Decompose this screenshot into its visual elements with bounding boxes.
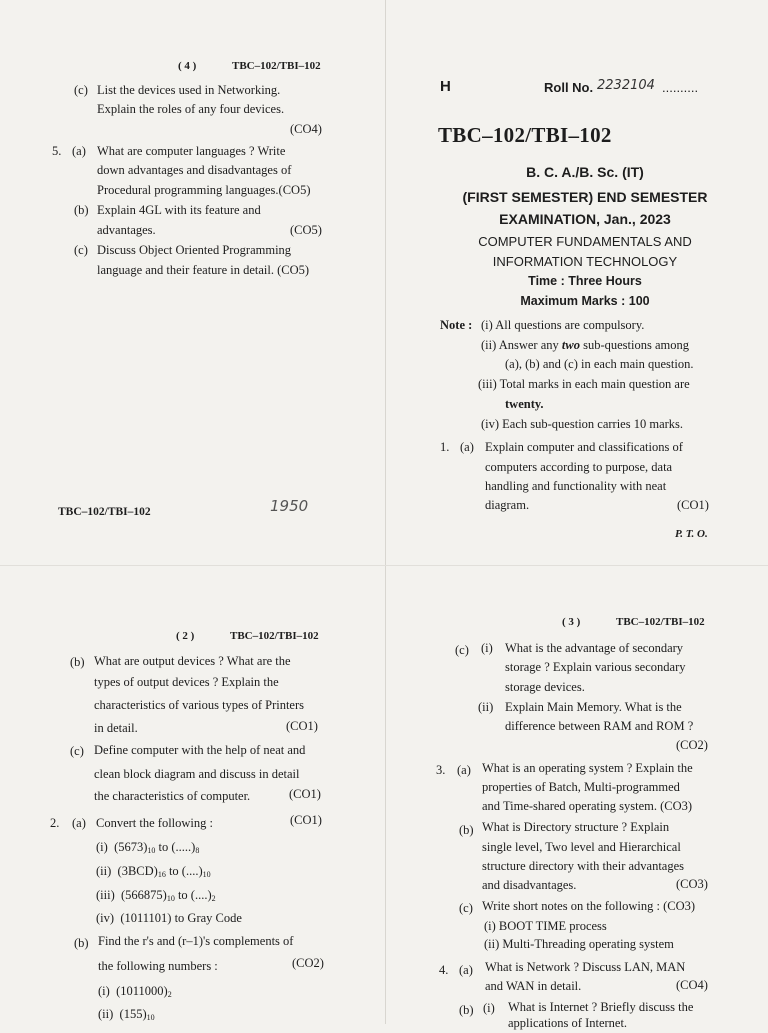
q3a-line1: What is an operating system ? Explain the: [482, 761, 693, 775]
q3c-label: (c): [459, 901, 473, 915]
handwritten-number: 1950: [270, 497, 309, 515]
subject-line1: COMPUTER FUNDAMENTALS AND: [478, 234, 692, 249]
note-3: (iii) Total marks in each main question are: [478, 377, 690, 391]
page-code: TBC–102/TBI–102: [232, 60, 321, 72]
q5c-line2: language and their feature in detail. (CO5): [97, 263, 310, 277]
roll-no-value: 2232104: [597, 78, 655, 93]
q4-number: 4.: [439, 963, 449, 977]
page-code: TBC–102/TBI–102: [616, 616, 705, 628]
roll-no-dots: ..........: [662, 80, 699, 95]
page-number: ( 3 ): [562, 616, 581, 628]
q3b-label: (b): [459, 823, 474, 837]
q4a-line1: What is Network ? Discuss LAN, MAN: [485, 960, 686, 974]
q1b-line1: What are output devices ? What are the: [94, 654, 291, 668]
q4b-i-label: (i): [483, 1001, 495, 1015]
q2b-co: (CO2): [292, 956, 324, 970]
q2c-co: (CO2): [676, 738, 708, 752]
q2c-i-line3: storage devices.: [505, 680, 585, 694]
paper-title: TBC–102/TBI–102: [438, 123, 612, 147]
q1b-line4: in detail.: [94, 721, 138, 735]
q1b-line3: characteristics of various types of Printers: [94, 698, 305, 712]
conversion-item: (iv) (1011101) to Gray Code: [96, 911, 242, 925]
q3b-co: (CO3): [676, 877, 708, 891]
q3b-line1: What is Directory structure ? Explain: [482, 820, 670, 834]
conversion-item: (i) $(5673)_{10}$ to $(.....)_8$: [96, 840, 200, 855]
q3a-label: (a): [457, 763, 471, 777]
number-item: (i) $(1011000)_2$: [98, 984, 172, 999]
q5c-label: (c): [74, 243, 88, 257]
q2a-co: (CO1): [290, 813, 322, 827]
pto-label: P. T. O.: [675, 528, 708, 540]
q2c-label: (c): [455, 643, 469, 657]
page-number: ( 2 ): [176, 630, 195, 642]
q5a-label: (a): [72, 144, 86, 158]
q3a-line2: properties of Batch, Multi-programmed: [482, 780, 680, 794]
q2c-ii-line1: Explain Main Memory. What is the: [505, 700, 682, 714]
q4c-label: (c): [74, 83, 88, 97]
q1c-co: (CO1): [289, 787, 321, 801]
page-code: TBC–102/TBI–102: [230, 630, 319, 642]
q2b-label: (b): [74, 936, 89, 950]
q5b-label: (b): [74, 203, 89, 217]
q4a-label: (a): [459, 963, 473, 977]
q1b-co: (CO1): [286, 719, 318, 733]
q1a-label: (a): [460, 440, 474, 454]
q5c-line1: Discuss Object Oriented Programming: [97, 243, 292, 257]
q2c-ii-line2: difference between RAM and ROM ?: [505, 719, 694, 733]
q1b-line2: types of output devices ? Explain the: [94, 675, 279, 689]
note-2: (ii) Answer any two sub-questions among: [481, 338, 689, 352]
q2a-text: Convert the following :: [96, 816, 213, 830]
q1-number: 1.: [440, 440, 450, 454]
q3b-line4: and disadvantages.: [482, 878, 577, 892]
q3c-line1: Write short notes on the following : (CO3): [482, 899, 696, 913]
conversion-item: (iii) $(566875)_{10}$ to $(....)_2$: [96, 888, 216, 903]
page-number: ( 4 ): [178, 60, 197, 72]
q2b-line1: Find the r's and (r–1)'s complements of: [98, 934, 294, 948]
q3b-line2: single level, Two level and Hierarchical: [482, 840, 681, 854]
q1a-line2: computers according to purpose, data: [485, 460, 673, 474]
paper-set: H: [440, 78, 451, 95]
q4c-co: (CO4): [290, 122, 322, 136]
q1c-label: (c): [70, 744, 84, 758]
note-1: (i) All questions are compulsory.: [481, 318, 645, 332]
q2c-i-label: (i): [481, 641, 493, 655]
subject-line2: INFORMATION TECHNOLOGY: [492, 254, 678, 269]
q4a-co: (CO4): [676, 978, 708, 992]
q2c-i-line1: What is the advantage of secondary: [505, 641, 684, 655]
q1c-line3: the characteristics of computer.: [94, 789, 251, 803]
q4c-line1: List the devices used in Networking.: [97, 83, 281, 97]
page-fold-horizontal: [0, 565, 768, 566]
max-marks: Maximum Marks : 100: [520, 294, 650, 308]
q2b-line2: the following numbers :: [98, 959, 218, 973]
q3-number: 3.: [436, 763, 446, 777]
q5-number: 5.: [52, 144, 62, 158]
course-line: B. C. A./B. Sc. (IT): [526, 164, 644, 180]
q1a-line4: diagram.: [485, 498, 530, 512]
q5a-line1: What are computer languages ? Write: [97, 144, 286, 158]
q1b-label: (b): [70, 655, 85, 669]
number-item: (ii) $(155)_{10}$: [98, 1007, 155, 1022]
note-label: Note :: [440, 318, 473, 332]
q2c-ii-label: (ii): [478, 700, 494, 714]
q3a-line3: and Time-shared operating system. (CO3): [482, 799, 693, 813]
q3c-i: (i) BOOT TIME process: [484, 919, 607, 933]
q2a-label: (a): [72, 816, 86, 830]
note-3-cont: twenty.: [505, 397, 544, 411]
q1a-co: (CO1): [677, 498, 709, 512]
q4b-line2: applications of Internet.: [508, 1016, 628, 1030]
footer-code: TBC–102/TBI–102: [58, 506, 151, 518]
q3c-ii: (ii) Multi-Threading operating system: [484, 937, 674, 951]
note-4: (iv) Each sub-question carries 10 marks.: [481, 417, 684, 431]
q1a-line3: handling and functionality with neat: [485, 479, 667, 493]
q5b-line2: advantages.: [97, 223, 156, 237]
q5a-line2: down advantages and disadvantages of: [97, 163, 292, 177]
q1a-line1: Explain computer and classifications of: [485, 440, 683, 454]
q2c-i-line2: storage ? Explain various secondary: [505, 660, 686, 674]
q5a-line3: Procedural programming languages.(CO5): [97, 183, 311, 197]
exam-line: EXAMINATION, Jan., 2023: [499, 211, 671, 227]
q2-number: 2.: [50, 816, 60, 830]
q1c-line1: Define computer with the help of neat and: [94, 743, 306, 757]
note-2-cont: (a), (b) and (c) in each main question.: [505, 357, 694, 371]
q4a-line2: and WAN in detail.: [485, 979, 582, 993]
semester-line: (FIRST SEMESTER) END SEMESTER: [462, 189, 708, 205]
q3b-line3: structure directory with their advantages: [482, 859, 685, 873]
q1c-line2: clean block diagram and discuss in detail: [94, 767, 300, 781]
exam-time: Time : Three Hours: [528, 274, 642, 288]
page-fold-vertical: [385, 0, 386, 1024]
q5b-line1: Explain 4GL with its feature and: [97, 203, 261, 217]
q4c-line2: Explain the roles of any four devices.: [97, 102, 285, 116]
roll-no-label: Roll No.: [544, 80, 594, 95]
q4b-line1: What is Internet ? Briefly discuss the: [508, 1000, 694, 1014]
q5b-co: (CO5): [290, 223, 322, 237]
conversion-item: (ii) $(3BCD)_{16}$ to $(....)_{10}$: [96, 864, 211, 879]
q4b-label: (b): [459, 1003, 474, 1017]
